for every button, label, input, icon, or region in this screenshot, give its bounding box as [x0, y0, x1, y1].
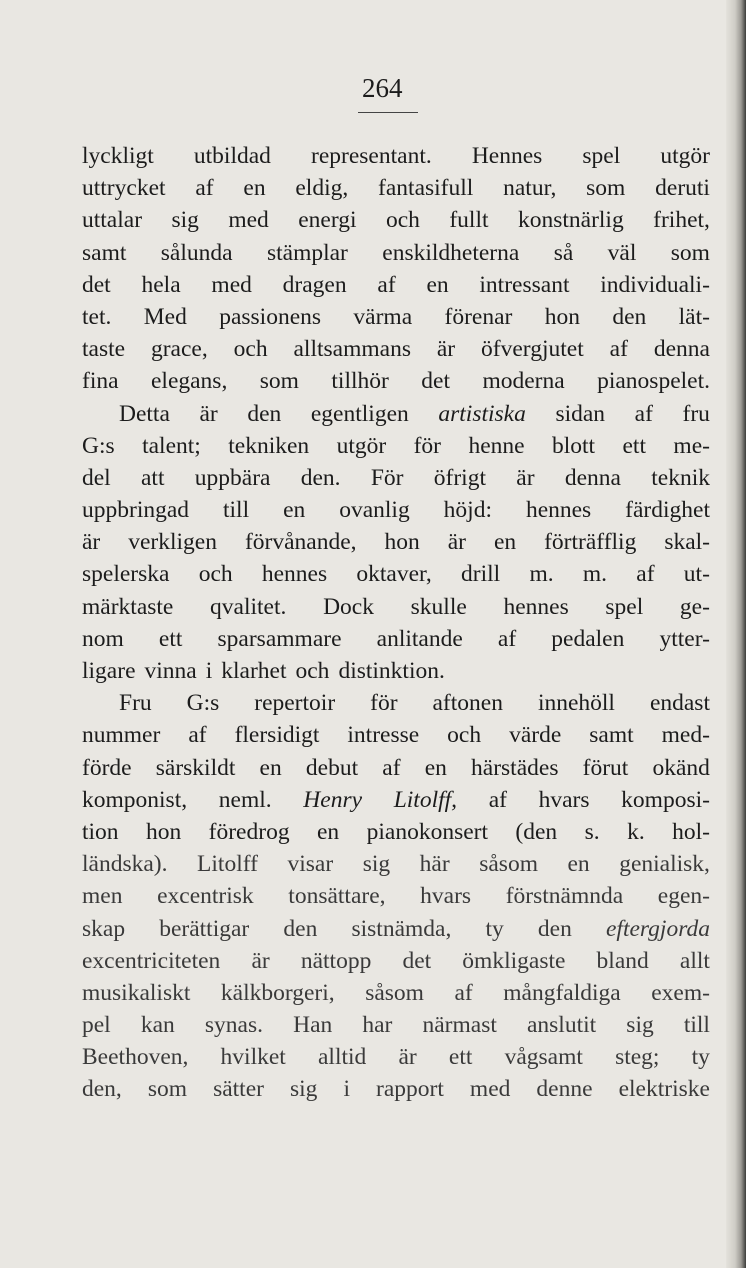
word: k. — [627, 818, 645, 845]
word: af — [497, 625, 517, 652]
word: henne — [468, 432, 525, 459]
word: med — [228, 207, 269, 234]
word: hennes — [261, 561, 328, 588]
word: sig — [289, 1076, 318, 1103]
word: Litolff — [197, 851, 258, 878]
word: Med — [143, 303, 187, 330]
word: och — [447, 722, 482, 749]
word: ge- — [679, 593, 710, 620]
word: af — [634, 400, 653, 427]
word: färdighet — [625, 497, 710, 524]
word: hon — [544, 303, 580, 330]
word: uttalar — [82, 207, 143, 234]
word: uppbringad — [82, 497, 190, 524]
word: innehöll — [537, 690, 615, 717]
word: en — [317, 818, 340, 845]
word: med- — [661, 722, 710, 749]
word: skal- — [664, 529, 710, 556]
word: värma — [353, 303, 413, 330]
word: anslutit — [526, 1012, 597, 1039]
word: höjd: — [443, 497, 492, 524]
word: för — [413, 432, 442, 459]
word: musikaliskt — [82, 979, 191, 1006]
word: den. — [300, 464, 341, 491]
word: denna — [653, 336, 710, 363]
word: spel — [605, 593, 644, 620]
word: repertoir — [254, 690, 336, 717]
word: att — [141, 464, 165, 491]
word: bland — [596, 947, 649, 974]
page-number: 264 — [362, 73, 403, 103]
word: ytter- — [659, 625, 710, 652]
word: klarhet — [221, 658, 287, 684]
word: med — [469, 1076, 511, 1103]
word: sig — [362, 851, 391, 878]
word: taste — [82, 336, 126, 363]
text-line — [82, 494, 710, 526]
word: del — [82, 464, 111, 491]
word: lät- — [678, 303, 710, 330]
text-line — [82, 237, 710, 269]
word: oktaver, — [356, 561, 432, 588]
word: är — [447, 529, 466, 556]
word: nättopp — [300, 947, 372, 974]
text-line — [82, 172, 710, 204]
word: har — [362, 1012, 393, 1039]
word: den — [612, 303, 647, 330]
word: sidan — [555, 400, 606, 427]
word: det — [402, 947, 432, 974]
word: hol- — [672, 818, 710, 845]
word: ovanlig — [339, 497, 410, 524]
word: samt — [82, 239, 127, 266]
word: den — [247, 400, 282, 427]
word: en — [567, 851, 590, 878]
word: vågsamt — [504, 1044, 583, 1071]
word: berättigar — [159, 915, 250, 942]
word: mångfaldiga — [503, 979, 621, 1006]
word: i — [205, 658, 213, 684]
word: utgör — [660, 143, 710, 169]
word: kan — [140, 1012, 175, 1039]
word: okänd — [652, 754, 710, 781]
word: en — [259, 754, 282, 781]
word: elegans, — [150, 368, 228, 395]
word: frihet, — [653, 207, 710, 234]
word: är — [516, 464, 535, 491]
word: af — [195, 175, 214, 202]
word: sistnämda, — [351, 915, 452, 942]
word: är — [436, 336, 456, 363]
word: såsom — [479, 851, 538, 878]
word: synas. — [204, 1012, 263, 1039]
word: ett — [448, 1044, 473, 1071]
text-line — [82, 1041, 710, 1073]
word: vinna — [144, 658, 197, 684]
word: ett — [622, 432, 646, 459]
word: en — [493, 529, 517, 556]
word: af — [188, 722, 207, 749]
word: blott — [551, 432, 596, 459]
text-line — [82, 880, 710, 912]
word: föredrog — [208, 818, 290, 845]
word: och — [198, 561, 233, 588]
word: neml. — [218, 786, 272, 813]
word: märktaste — [82, 593, 174, 620]
word: hon — [145, 818, 182, 845]
text-line — [82, 945, 710, 977]
word: af — [488, 786, 507, 813]
word: den, — [82, 1076, 122, 1103]
word: konstnärlig — [517, 207, 624, 234]
word: excentriciteten — [82, 947, 221, 974]
word: härstädes — [471, 754, 559, 781]
word: Dock — [323, 593, 374, 620]
word: ut- — [683, 561, 710, 588]
word: endast — [649, 690, 710, 717]
word: som — [147, 1076, 188, 1103]
word: fantasifull — [378, 175, 474, 202]
word: m. — [529, 561, 554, 588]
word: är — [251, 947, 270, 974]
word: Hennes — [471, 143, 543, 169]
word: är — [398, 1044, 417, 1071]
text-line — [82, 719, 710, 751]
word: af — [382, 754, 401, 781]
word: utgör — [336, 432, 387, 459]
word: som — [670, 239, 710, 266]
word: eftergjorda — [605, 915, 710, 942]
word: pedalen — [551, 625, 625, 652]
word: anlitande — [376, 625, 463, 652]
text-line — [82, 140, 710, 172]
word: egen- — [657, 883, 710, 910]
text-line — [82, 269, 710, 301]
word: är — [82, 529, 101, 556]
word: G:s — [186, 690, 220, 717]
text-line — [82, 591, 710, 623]
body-text — [82, 140, 710, 1106]
text-line — [82, 655, 710, 687]
word: här — [419, 851, 450, 878]
word: sparsammare — [217, 625, 342, 652]
word: och — [233, 336, 268, 363]
word: en — [424, 754, 447, 781]
word: steg; — [615, 1044, 660, 1071]
word: ty — [485, 915, 504, 942]
word: med — [211, 271, 252, 298]
word: Litolff, — [393, 786, 458, 813]
word: enskildheterna — [382, 239, 520, 266]
word: För — [370, 464, 404, 491]
word: aftonen — [432, 690, 503, 717]
text-line — [82, 430, 710, 462]
word: verkligen — [128, 529, 217, 556]
word: i — [343, 1076, 350, 1103]
word: komposi- — [621, 786, 710, 813]
text-line — [82, 913, 710, 945]
word: öfvergjutet — [481, 336, 584, 363]
text-line — [82, 365, 710, 397]
text-line — [82, 398, 710, 430]
page-binding-shadow — [726, 0, 746, 1268]
text-line — [82, 204, 710, 236]
word: sätter — [213, 1076, 264, 1103]
text-line — [82, 784, 710, 816]
word: excentrisk — [157, 883, 254, 910]
word: hvilket — [220, 1044, 286, 1071]
word: en — [426, 271, 449, 298]
word: hvars — [538, 786, 590, 813]
word: allt — [679, 947, 710, 974]
word: skulle — [410, 593, 467, 620]
word: den — [537, 915, 572, 942]
word: Detta — [119, 400, 170, 427]
word: förvånande, — [244, 529, 357, 556]
text-line — [82, 687, 710, 719]
word: nummer — [82, 722, 161, 749]
word: m. — [582, 561, 608, 588]
word: sålunda — [160, 239, 233, 266]
word: af — [454, 979, 473, 1006]
word: är — [199, 400, 218, 427]
word: den — [283, 915, 318, 942]
text-line — [82, 526, 710, 558]
word: deruti — [655, 175, 710, 202]
word: förenar — [444, 303, 513, 330]
word: fullt — [449, 207, 489, 234]
text-line — [82, 623, 710, 655]
word: Fru — [119, 690, 152, 717]
word: debut — [305, 754, 359, 781]
word: till — [223, 497, 250, 524]
word: uttrycket — [82, 175, 166, 202]
word: sig — [171, 207, 199, 234]
word: ömkligaste — [462, 947, 566, 974]
word: dragen — [282, 271, 347, 298]
word: af — [636, 561, 655, 588]
word: spelerska — [82, 561, 170, 588]
word: tonsättare, — [288, 883, 386, 910]
word: lyckligt — [82, 143, 154, 169]
word: spel — [582, 143, 621, 169]
word: ländska). — [82, 851, 168, 878]
word: närmast — [422, 1012, 497, 1039]
word: exem- — [651, 979, 710, 1006]
word: så — [553, 239, 574, 266]
word: väl — [607, 239, 637, 266]
word: G:s — [82, 432, 115, 459]
word: hvars — [420, 883, 472, 910]
word: sig — [626, 1012, 654, 1039]
word: nom — [82, 625, 124, 652]
word: det — [82, 271, 111, 298]
word: visar — [287, 851, 334, 878]
text-line — [82, 848, 710, 880]
word: förstnämnda — [505, 883, 624, 910]
word: hela — [141, 271, 181, 298]
word: flersidigt — [234, 722, 320, 749]
word: genialisk, — [619, 851, 710, 878]
word: s. — [584, 818, 600, 845]
text-line — [82, 816, 710, 848]
word: som — [586, 175, 626, 202]
word: artistiska — [438, 400, 526, 427]
word: till — [683, 1012, 710, 1039]
word: särskildt — [155, 754, 236, 781]
word: individuali- — [600, 271, 710, 298]
word: och — [295, 658, 330, 684]
word: distinktion. — [338, 658, 445, 684]
word: intresse — [347, 722, 420, 749]
word: för — [370, 690, 398, 717]
word: komponist, — [82, 786, 188, 813]
text-line — [82, 977, 710, 1009]
word: men — [82, 883, 123, 910]
word: samt — [589, 722, 634, 749]
word: elektriske — [618, 1076, 710, 1103]
word: denna — [564, 464, 621, 491]
word: tion — [82, 818, 119, 845]
word: hennes — [525, 497, 592, 524]
word: en — [283, 497, 306, 524]
word: ligare — [82, 658, 136, 684]
page-number-rule — [358, 112, 418, 113]
text-line — [82, 333, 710, 365]
word: intressant — [479, 271, 570, 298]
text-line — [82, 1009, 710, 1041]
word: fina — [82, 368, 119, 395]
text-line — [82, 752, 710, 784]
word: tet. — [82, 303, 112, 330]
word: me- — [673, 432, 710, 459]
word: förträfflig — [544, 529, 637, 556]
word: ett — [158, 625, 183, 652]
text-line — [82, 462, 710, 494]
word: tillhör — [331, 368, 389, 395]
word: som — [259, 368, 299, 395]
word: utbildad — [193, 143, 271, 169]
word: energi — [298, 207, 357, 234]
word: moderna — [482, 368, 565, 395]
word: pel — [82, 1012, 111, 1039]
word: passionens — [219, 303, 322, 330]
word: denne — [536, 1076, 593, 1103]
word: uppbära — [194, 464, 271, 491]
word: eldig, — [295, 175, 349, 202]
word: kälkborgeri, — [220, 979, 335, 1006]
word: Han — [293, 1012, 333, 1039]
word: egentligen — [310, 400, 409, 427]
word: en — [243, 175, 266, 202]
word: öfrigt — [433, 464, 486, 491]
word: Henry — [303, 786, 363, 813]
word: af — [609, 336, 628, 363]
word: drill — [461, 561, 501, 588]
word: hon — [384, 529, 420, 556]
text-line — [82, 301, 710, 333]
word: tekniken — [228, 432, 310, 459]
word: rapport — [376, 1076, 444, 1103]
word: talent; — [142, 432, 201, 459]
word: pianospelet. — [597, 368, 710, 395]
word: alltid — [318, 1044, 367, 1071]
word: (den — [515, 818, 558, 845]
word: värde — [509, 722, 562, 749]
word: och — [385, 207, 420, 234]
word: stämplar — [266, 239, 348, 266]
word: hennes — [503, 593, 569, 620]
text-line — [82, 1073, 710, 1105]
word: qvalitet. — [210, 593, 287, 620]
word: grace, — [150, 336, 208, 363]
word: representant. — [311, 143, 432, 169]
word: såsom — [365, 979, 424, 1006]
word: Beethoven, — [82, 1044, 189, 1071]
word: ty — [691, 1044, 710, 1071]
word: fru — [682, 400, 710, 427]
word: pianokonsert — [366, 818, 488, 845]
word: teknik — [651, 464, 710, 491]
word: det — [421, 368, 450, 395]
word: natur, — [503, 175, 557, 202]
text-line — [82, 558, 710, 590]
word: förut — [582, 754, 629, 781]
word: alltsammans — [293, 336, 411, 363]
word: skap — [82, 915, 126, 942]
word: förde — [82, 754, 132, 781]
word: af — [377, 271, 396, 298]
